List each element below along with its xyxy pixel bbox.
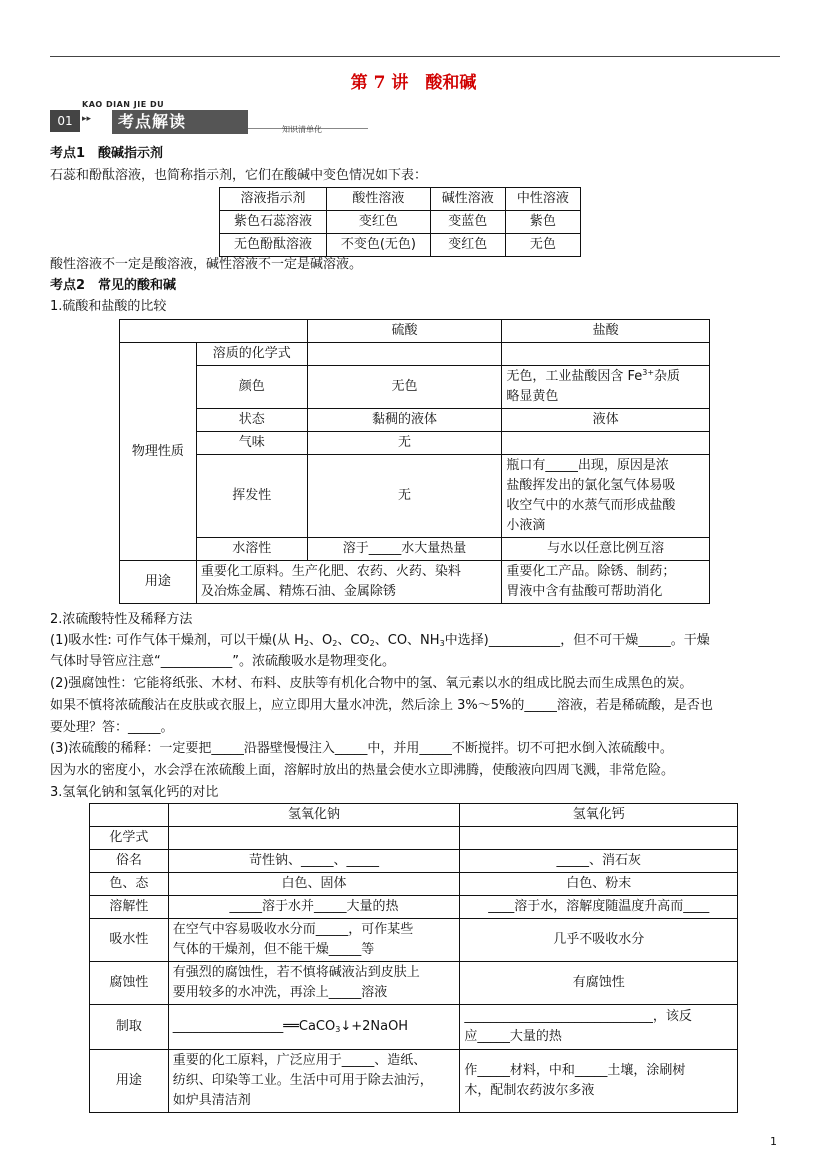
table-cell: 有腐蚀性 bbox=[460, 962, 738, 1005]
p1-line-2: 气体时导管应注意“___________”。浓硫酸吸水是物理变化。 bbox=[50, 654, 395, 669]
header-cell: 中性溶液 bbox=[505, 188, 580, 211]
top-rule bbox=[50, 56, 780, 57]
page-title: 第 7 讲 酸和碱 bbox=[350, 73, 477, 93]
row-label: 用途 bbox=[90, 1050, 169, 1113]
table-cell: _____、消石灰 bbox=[460, 850, 738, 873]
table-row bbox=[220, 234, 581, 257]
table-cell: 无色 bbox=[307, 366, 502, 409]
table-cell: ____溶于水，溶解度随温度升高而____ bbox=[460, 896, 738, 919]
p3-line-1: (3)浓硫酸的稀释：一定要把_____沿器壁慢慢注入_____中，并用_____不断搅拌。切不可把水倒入浓硫酸中。 bbox=[50, 741, 673, 756]
page-number: 1 bbox=[770, 1135, 777, 1148]
k1-note: 酸性溶液不一定是酸溶液，碱性溶液不一定是碱溶液。 bbox=[50, 257, 363, 272]
table-cell: 黏稠的液体 bbox=[307, 409, 502, 432]
table-cell: 无色酚酞溶液 bbox=[220, 234, 327, 257]
table-cell: 变蓝色 bbox=[430, 211, 505, 234]
table-cell: 无 bbox=[307, 455, 502, 538]
header-cell: 硫酸 bbox=[307, 320, 502, 343]
table-cell: 有强烈的腐蚀性，若不慎将碱液沾到皮肤上 要用较多的水冲洗，再涂上_____溶液 bbox=[168, 962, 460, 1005]
p2-line-3: 要处理？答：_____。 bbox=[50, 720, 174, 735]
table-cell: 在空气中容易吸收水分而_____，可作某些 气体的干燥剂，但不能干燥_____等 bbox=[168, 919, 460, 962]
banner-subtitle: 知识清单化 bbox=[282, 125, 322, 134]
row-label: 水溶性 bbox=[196, 538, 307, 561]
row-label: 色、态 bbox=[90, 873, 169, 896]
table-cell: 不变色(无色) bbox=[327, 234, 431, 257]
table-cell: 重要的化工原料，广泛应用于_____、造纸、 纺织、印染等工业。生活中可用于除去油污， 如炉具清洁剂 bbox=[168, 1050, 460, 1113]
table-cell: 紫色石蕊溶液 bbox=[220, 211, 327, 234]
table-cell: _____________________________，该反 应_____大量的热 bbox=[460, 1005, 738, 1050]
table-cell: 无色，工业盐酸因含 $Fe^{3+}$杂质 略显黄色 bbox=[502, 366, 710, 409]
banner-en: KAO DIAN JIE DU bbox=[82, 100, 165, 109]
row-label: 制取 bbox=[90, 1005, 169, 1050]
table-cell: 瓶口有_____出现，原因是浓 盐酸挥发出的氯化氢气体易吸 收空气中的水蒸气而形成盐酸 小液滴 bbox=[502, 455, 710, 538]
p2-line-2: 如果不慎将浓硫酸沾在皮肤或衣服上，应立即用大量水冲洗，然后涂上 3%～5%的_____溶液，若是稀硫酸，是否也 bbox=[50, 698, 713, 713]
row-label: 气味 bbox=[196, 432, 307, 455]
row-label: 化学式 bbox=[90, 827, 169, 850]
p3-line-2: 因为水的密度小，水会浮在浓硫酸上面，溶解时放出的热量会使水立即沸腾，使酸液向四周飞溅，非常危险。 bbox=[50, 763, 675, 778]
table-cell: 重要化工产品。除锈、制药； 胃液中含有盐酸可帮助消化 bbox=[502, 561, 710, 604]
k1-heading: 考点1 酸碱指示剂 bbox=[50, 146, 164, 161]
table-cell: 苛性钠、_____、_____ bbox=[168, 850, 460, 873]
section-banner bbox=[50, 100, 370, 140]
play-arrows-icon: ▸▸ bbox=[82, 114, 92, 124]
header-cell: 碱性溶液 bbox=[430, 188, 505, 211]
s2-heading: 2.浓硫酸特性及稀释方法 bbox=[50, 612, 193, 627]
table-cell: _________________══CaCO$_3$↓+2NaOH bbox=[168, 1005, 460, 1050]
banner-number: 01 bbox=[50, 110, 80, 132]
table-cell: 重要化工原料。生产化肥、农药、火药、染料 及冶炼金属、精炼石油、金属除锈 bbox=[196, 561, 501, 604]
table-cell: 几乎不吸收水分 bbox=[460, 919, 738, 962]
table-cell: 溶于_____水大量热量 bbox=[307, 538, 502, 561]
table-cell: 变红色 bbox=[327, 211, 431, 234]
table-cell: 与水以任意比例互溶 bbox=[502, 538, 710, 561]
k1-intro: 石蕊和酚酞溶液，也简称指示剂，它们在酸碱中变色情况如下表： bbox=[50, 168, 428, 183]
table-row bbox=[220, 211, 581, 234]
table-cell: 变红色 bbox=[430, 234, 505, 257]
row-label: 状态 bbox=[196, 409, 307, 432]
table-cell: 白色、粉末 bbox=[460, 873, 738, 896]
table-cell: 白色、固体 bbox=[168, 873, 460, 896]
p2-line-1: (2)强腐蚀性：它能将纸张、木材、布料、皮肤等有机化合物中的氢、氧元素以水的组成比脱去而生成黑色的炭。 bbox=[50, 676, 693, 691]
table-cell: _____溶于水并_____大量的热 bbox=[168, 896, 460, 919]
p1-line-1: (1)吸水性: 可作气体干燥剂，可以干燥(从 $H_2$、$O_2$、$CO_2$、CO、$NH_3$中选择)___________，但不可干燥_____。干燥 bbox=[50, 633, 710, 648]
header-cell: 氢氧化钠 bbox=[168, 804, 460, 827]
row-label: 溶解性 bbox=[90, 896, 169, 919]
table-cell: 液体 bbox=[502, 409, 710, 432]
row-label: 俗名 bbox=[90, 850, 169, 873]
table-cell: 无 bbox=[307, 432, 502, 455]
s1-heading: 1.硫酸和盐酸的比较 bbox=[50, 299, 167, 314]
row-label: 用途 bbox=[120, 561, 197, 604]
row-label: 溶质的化学式 bbox=[196, 343, 307, 366]
acid-comparison-table bbox=[119, 319, 710, 604]
table-cell: 紫色 bbox=[505, 211, 580, 234]
group-label: 物理性质 bbox=[120, 343, 197, 561]
indicator-table bbox=[219, 187, 581, 257]
base-comparison-table bbox=[89, 803, 738, 1113]
header-cell: 氢氧化钙 bbox=[460, 804, 738, 827]
row-label: 吸水性 bbox=[90, 919, 169, 962]
table-cell: 无色 bbox=[505, 234, 580, 257]
row-label: 腐蚀性 bbox=[90, 962, 169, 1005]
k2-heading: 考点2 常见的酸和碱 bbox=[50, 278, 177, 293]
header-cell: 酸性溶液 bbox=[327, 188, 431, 211]
s3-heading: 3.氢氧化钠和氢氧化钙的对比 bbox=[50, 785, 219, 800]
header-cell: 溶液指示剂 bbox=[220, 188, 327, 211]
row-label: 挥发性 bbox=[196, 455, 307, 538]
row-label: 颜色 bbox=[196, 366, 307, 409]
table-cell: 作_____材料，中和_____土壤，涂刷树 木，配制农药波尔多液 bbox=[460, 1050, 738, 1113]
banner-title: 考点解读 bbox=[112, 110, 248, 134]
header-cell: 盐酸 bbox=[502, 320, 710, 343]
